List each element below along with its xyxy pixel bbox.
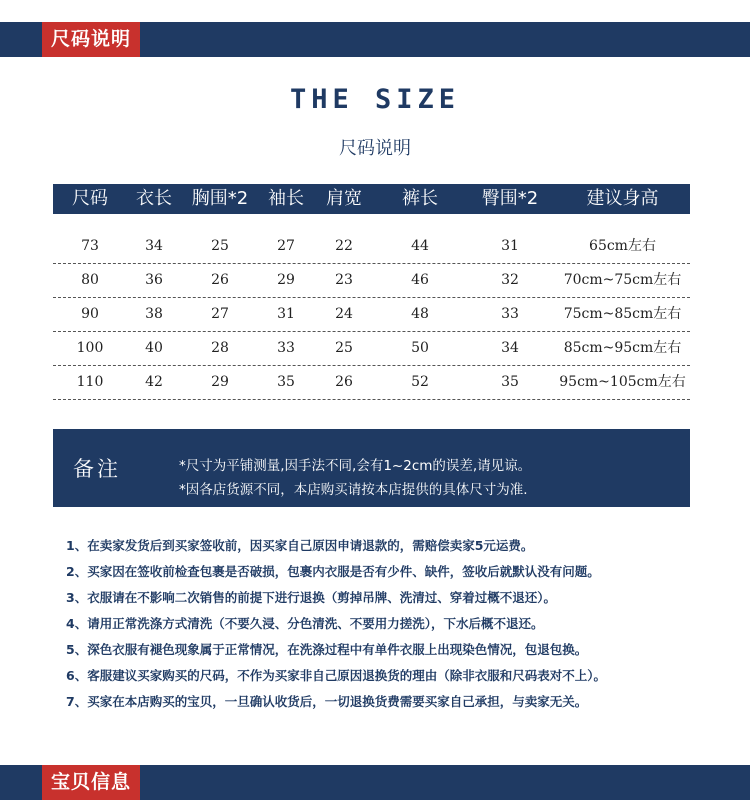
size-table-body (53, 230, 690, 400)
remarks-box (53, 429, 690, 507)
policy-item: 3、衣服请在不影响二次销售的前提下进行退换（剪掉吊牌、洗清过、穿着过概不退还）。 (66, 590, 556, 605)
table-cell: 90 (81, 306, 99, 322)
table-row (53, 332, 690, 366)
table-cell: 26 (211, 272, 229, 288)
table-cell: 110 (76, 374, 104, 390)
header-cell: 肩宽 (326, 188, 362, 209)
table-row (53, 264, 690, 298)
header-cell: 袖长 (268, 188, 304, 209)
table-cell: 44 (411, 238, 429, 254)
table-cell: 32 (501, 272, 519, 288)
table-cell: 73 (81, 238, 99, 254)
table-cell: 24 (335, 306, 353, 322)
table-cell: 31 (277, 306, 295, 322)
table-cell: 25 (211, 238, 229, 254)
policy-item: 2、买家因在签收前检查包裹是否破损，包裹内衣服是否有少件、缺件，签收后就默认没有问题。 (66, 564, 600, 579)
size-table-header (53, 184, 690, 214)
page-subtitle-chinese: 尺码说明 (339, 138, 411, 159)
table-cell: 42 (145, 374, 163, 390)
section-tag: 宝贝信息 (42, 765, 140, 800)
table-cell: 29 (277, 272, 295, 288)
table-cell: 50 (411, 340, 429, 356)
policy-item: 4、请用正常洗涤方式清洗（不要久浸、分色清洗、不要用力搓洗），下水后概不退还。 (66, 616, 544, 631)
table-cell: 27 (277, 238, 295, 254)
header-cell: 衣长 (136, 188, 172, 209)
remarks-line: *因各店货源不同，本店购买请按本店提供的具体尺寸为准. (179, 482, 528, 498)
policy-item: 7、买家在本店购买的宝贝，一旦确认收货后，一切退换货费需要买家自己承担，与卖家无关。 (66, 694, 588, 709)
table-cell: 29 (211, 374, 229, 390)
table-cell: 40 (145, 340, 163, 356)
table-cell: 31 (501, 238, 519, 254)
table-cell: 52 (411, 374, 429, 390)
header-cell: 裤长 (402, 188, 438, 209)
table-row (53, 298, 690, 332)
remarks-label: 备注 (73, 457, 121, 481)
table-cell: 33 (501, 306, 519, 322)
remarks-line: *尺寸为平铺测量,因手法不同,会有1~2cm的误差,请见谅。 (179, 458, 532, 474)
table-cell: 100 (76, 340, 104, 356)
page-title-english: THE SIZE (289, 84, 461, 115)
header-cell: 尺码 (72, 188, 108, 209)
table-cell: 35 (501, 374, 519, 390)
table-cell: 70cm~75cm左右 (563, 272, 682, 288)
table-cell: 34 (501, 340, 519, 356)
header-cell: 胸围*2 (191, 188, 249, 209)
table-cell: 36 (145, 272, 163, 288)
table-cell: 35 (277, 374, 295, 390)
policy-list (66, 535, 736, 717)
table-cell: 27 (211, 306, 229, 322)
table-cell: 48 (411, 306, 429, 322)
header-cell: 建议身高 (586, 188, 659, 209)
table-cell: 23 (335, 272, 353, 288)
policy-item: 1、在卖家发货后到买家签收前，因买家自己原因申请退款的，需赔偿卖家5元运费。 (66, 538, 534, 553)
table-cell: 85cm~95cm左右 (563, 340, 682, 356)
table-cell: 26 (335, 374, 353, 390)
table-cell: 65cm左右 (589, 238, 656, 254)
policy-item: 5、深色衣服有褪色现象属于正常情况，在洗涤过程中有单件衣服上出现染色情况，包退包换。 (66, 642, 588, 657)
table-cell: 33 (277, 340, 295, 356)
table-cell: 75cm~85cm左右 (563, 306, 682, 322)
table-cell: 28 (211, 340, 229, 356)
table-cell: 95cm~105cm左右 (559, 374, 686, 390)
header-cell: 臀围*2 (481, 188, 539, 209)
section-header-product-info (0, 765, 750, 800)
table-cell: 46 (411, 272, 429, 288)
table-row (53, 366, 690, 400)
policy-item: 6、客服建议买家购买的尺码，不作为买家非自己原因退换货的理由（除非衣服和尺码表对不上）。 (66, 668, 606, 683)
table-cell: 34 (145, 238, 163, 254)
section-tag: 尺码说明 (42, 22, 140, 57)
table-cell: 80 (81, 272, 99, 288)
table-row (53, 230, 690, 264)
size-table (53, 184, 690, 400)
table-cell: 22 (335, 238, 353, 254)
section-header-size-guide (0, 22, 750, 57)
table-cell: 38 (145, 306, 163, 322)
table-cell: 25 (335, 340, 353, 356)
